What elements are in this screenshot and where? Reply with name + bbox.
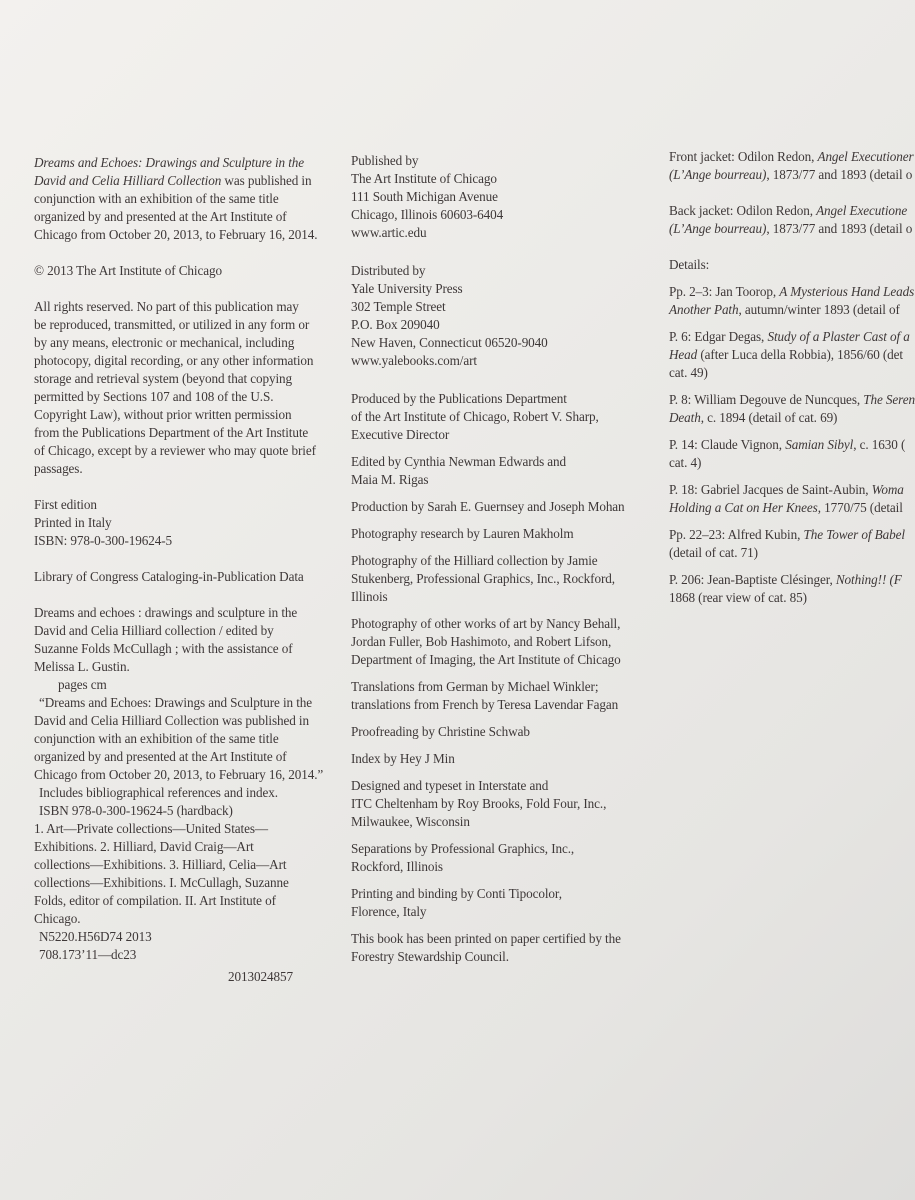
artwork-title: Samian Sibyl [785,437,854,452]
credit-line: Edited by Cynthia Newman Edwards and [351,454,567,469]
edition-line: Printed in Italy [34,515,112,530]
photography-credit [351,552,651,606]
credit-line: ITC Cheltenham by Roy Brooks, Fold Four, Inc., [351,796,607,811]
column-right [669,148,915,607]
credit-line: Florence, Italy [351,904,427,919]
cip-line: David and Celia Hilliard collection / edited by [34,623,274,638]
cip-subject-line: collections—Exhibitions. I. McCullagh, Suzanne [34,875,289,890]
detail-text: , autumn/winter 1893 (detail of [738,302,900,317]
detail-text: Pp. 2–3: Jan Toorop, [669,284,780,299]
other-photography-credit [351,615,651,669]
rights-line: from the Publications Department of the Art Institute [34,425,309,440]
design-credit [351,777,651,831]
production-staff-credit: Production by Sarah E. Guernsey and Joseph Mohan [351,499,625,514]
column-left [34,154,334,986]
artwork-title: Angel Executioner [817,149,914,164]
artwork-title: Holding a Cat on Her Knees [669,500,818,515]
distributor-line: 302 Temple Street [351,299,446,314]
editor-credit [351,453,651,489]
detail-entry [669,436,906,472]
edition-info [34,496,334,550]
distributor-line: P.O. Box 209040 [351,317,440,332]
detail-text: (detail of cat. 71) [669,545,758,560]
distributor-line: Yale University Press [351,281,463,296]
cip-quote-line: conjunction with an exhibition of the same title [34,731,279,746]
credit-line: Translations from German by Michael Winkler; [351,679,599,694]
index-credit: Index by Hey J Min [351,751,455,766]
credit-line: Milwaukee, Wisconsin [351,814,470,829]
detail-text: cat. 49) [669,365,708,380]
credit-line: Separations by Professional Graphics, Inc., [351,841,575,856]
detail-entry [669,328,910,382]
distributor-url: www.yalebooks.com/art [351,353,477,368]
publisher-block [351,152,651,242]
artwork-title: (L’Ange bourreau) [669,167,767,182]
distributor-block [351,262,651,370]
publisher-url: www.artic.edu [351,225,427,240]
artwork-title: Woma [871,482,904,497]
cip-line: Melissa L. Gustin. [34,659,130,674]
artwork-title: Death [669,410,701,425]
detail-text: (after Luca della Robbia), 1856/60 (det [697,347,903,362]
rights-line: by any means, electronic or mechanical, including [34,335,295,350]
paper-certification [351,930,651,966]
cip-line: Dreams and echoes : drawings and sculpture in the [34,605,298,620]
artwork-title: Head [669,347,698,362]
artwork-title: The Seren [863,392,915,407]
publisher-line: 111 South Michigan Avenue [351,189,498,204]
isbn: ISBN: 978-0-300-19624-5 [34,533,172,548]
rights-line: storage and retrieval system (beyond that copying [34,371,293,386]
column-middle [351,152,651,966]
cip-pages: pages cm [58,677,107,692]
detail-text: P. 206: Jean-Baptiste Clésinger, [669,572,836,587]
distributor-line: Distributed by [351,263,426,278]
credit-line: Department of Imaging, the Art Institute of Chicago [351,652,621,667]
artwork-title: A Mysterious Hand Leads [779,284,915,299]
detail-text: P. 18: Gabriel Jacques de Saint-Aubin, [669,482,872,497]
rights-notice [34,298,334,478]
rights-line: passages. [34,461,83,476]
detail-text: Pp. 22–23: Alfred Kubin, [669,527,804,542]
rights-line: photocopy, digital recording, or any other information [34,353,314,368]
artwork-title: Study of a Plaster Cast of a [767,329,910,344]
exhibition-note-text: Chicago from October 20, 2013, to February 16, 2014. [34,227,318,242]
artwork-title: Nothing!! (F [835,572,902,587]
photo-research-credit: Photography research by Lauren Makholm [351,526,574,541]
credit-line: of the Art Institute of Chicago, Robert V. Sharp, [351,409,599,424]
cip-record [34,604,334,986]
cip-quote-line: organized by and presented at the Art Institute of [34,749,287,764]
cip-isbn: ISBN 978-0-300-19624-5 (hardback) [39,803,233,818]
cip-subject-line: Chicago. [34,911,81,926]
detail-text: P. 8: William Degouve de Nuncques, [669,392,864,407]
detail-entry [669,391,915,427]
cip-subject-line: Folds, editor of compilation. II. Art Institute of [34,893,276,908]
exhibition-note [34,154,334,244]
credit-text: Back jacket: Odilon Redon, [669,203,817,218]
cip-subject-line: Exhibitions. 2. Hilliard, David Craig—Art [34,839,254,854]
cip-line: Suzanne Folds McCullagh ; with the assistance of [34,641,293,656]
cip-quote-line: David and Celia Hilliard Collection was published in [34,713,309,728]
edition-line: First edition [34,497,97,512]
credit-line: Maia M. Rigas [351,472,429,487]
credit-line: Photography of the Hilliard collection by Jamie [351,553,598,568]
credit-line: Produced by the Publications Department [351,391,567,406]
detail-entry [669,481,904,517]
detail-text: , c. 1630 ( [853,437,906,452]
copyright-notice: © 2013 The Art Institute of Chicago [34,263,222,278]
artwork-title: (L’Ange bourreau) [669,221,767,236]
publisher-line: The Art Institute of Chicago [351,171,497,186]
detail-text: cat. 4) [669,455,702,470]
credit-line: This book has been printed on paper certified by the [351,931,621,946]
rights-line: be reproduced, transmitted, or utilized in any form or [34,317,310,332]
credit-line: Designed and typeset in Interstate and [351,778,549,793]
rights-line: Copyright Law), without prior written permission [34,407,292,422]
cip-classification: 708.173’11—dc23 [39,947,137,962]
detail-text: , c. 1894 (detail of cat. 69) [700,410,838,425]
back-jacket-credit [669,202,913,238]
credit-text: , 1873/77 and 1893 (detail o [766,167,913,182]
credit-line: Forestry Stewardship Council. [351,949,509,964]
artwork-title: Angel Executione [816,203,908,218]
detail-text: , 1770/75 (detail [817,500,903,515]
detail-text: P. 6: Edgar Degas, [669,329,768,344]
printing-credit [351,885,651,921]
credit-line: Printing and binding by Conti Tipocolor, [351,886,562,901]
cip-subject-line: 1. Art—Private collections—United States— [34,821,268,836]
cip-quote-line: Chicago from October 20, 2013, to February 16, 2014.” [34,767,324,782]
front-jacket-credit [669,148,914,184]
proofreading-credit: Proofreading by Christine Schwab [351,724,530,739]
distributor-line: New Haven, Connecticut 06520-9040 [351,335,548,350]
artwork-title: The Tower of Babel [803,527,905,542]
cip-includes: Includes bibliographical references and index. [39,785,278,800]
rights-line: permitted by Sections 107 and 108 of the U.S. [34,389,274,404]
publisher-line: Published by [351,153,419,168]
cip-quote-line: “Dreams and Echoes: Drawings and Sculpture in the [39,695,313,710]
exhibition-note-text: was published in [221,173,312,188]
credit-line: translations from French by Teresa Lavendar Fagan [351,697,619,712]
detail-entry [669,526,905,562]
cip-classification: N5220.H56D74 2013 [39,929,152,944]
cip-heading: Library of Congress Cataloging-in-Publication Data [34,569,304,584]
detail-entry [669,283,915,319]
credit-line: Executive Director [351,427,450,442]
lccn-number: 2013024857 [228,969,293,984]
credit-text: Front jacket: Odilon Redon, [669,149,818,164]
exhibition-note-text: conjunction with an exhibition of the same title [34,191,279,206]
credit-line: Photography of other works of art by Nancy Behall, [351,616,621,631]
book-title-line: Dreams and Echoes: Drawings and Sculpture in the [34,155,305,170]
cip-subject-line: collections—Exhibitions. 3. Hilliard, Celia—Art [34,857,287,872]
artwork-title: Another Path [669,302,739,317]
credit-line: Jordan Fuller, Bob Hashimoto, and Robert Lifson, [351,634,612,649]
credit-line: Illinois [351,589,388,604]
credit-line: Stukenberg, Professional Graphics, Inc., Rockford, [351,571,615,586]
detail-text: 1868 (rear view of cat. 85) [669,590,807,605]
production-credit [351,390,651,444]
exhibition-note-text: organized by and presented at the Art Institute of [34,209,287,224]
credit-line: Rockford, Illinois [351,859,443,874]
detail-text: P. 14: Claude Vignon, [669,437,786,452]
details-heading: Details: [669,257,710,272]
translation-credit [351,678,651,714]
publisher-line: Chicago, Illinois 60603-6404 [351,207,504,222]
detail-entry [669,571,900,607]
rights-line: of Chicago, except by a reviewer who may quote brief [34,443,316,458]
credit-text: , 1873/77 and 1893 (detail o [766,221,913,236]
book-title-line: David and Celia Hilliard Collection [34,173,222,188]
rights-line: All rights reserved. No part of this publication may [34,299,299,314]
separations-credit [351,840,651,876]
